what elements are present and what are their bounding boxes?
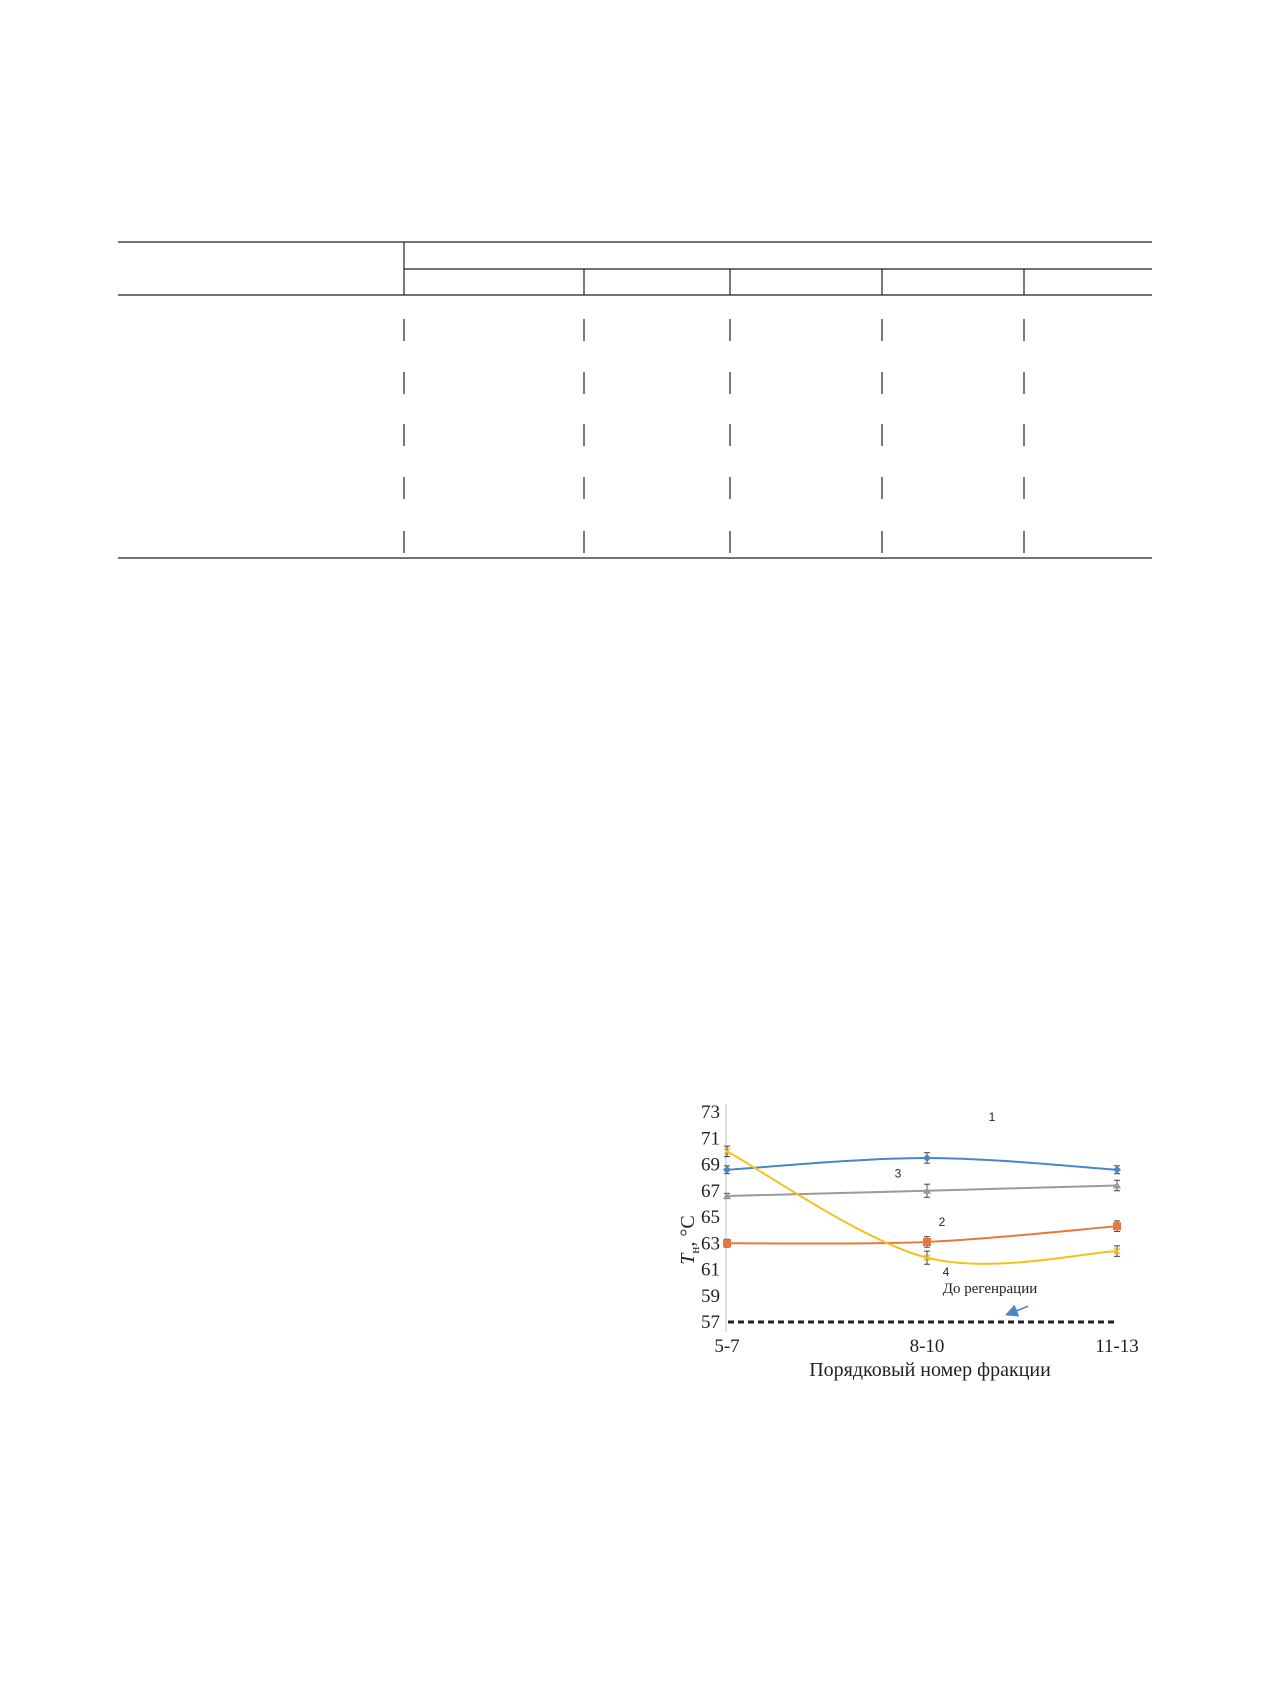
data-point	[1113, 1166, 1121, 1174]
y-axis	[701, 1102, 726, 1333]
data-point	[1113, 1222, 1121, 1230]
series-3	[723, 1180, 1121, 1199]
series-2	[723, 1221, 1121, 1247]
x-tick-label: 5-7	[714, 1336, 740, 1357]
series-line	[727, 1226, 1117, 1243]
data-point	[723, 1166, 731, 1174]
labels-layer	[895, 1110, 996, 1279]
x-tick-label: 8-10	[909, 1336, 945, 1357]
series-label: 4	[942, 1265, 950, 1280]
series-layer	[723, 1146, 1121, 1264]
y-axis-title	[677, 1215, 702, 1264]
series-line	[727, 1158, 1117, 1170]
series-label: 3	[894, 1166, 902, 1181]
baseline-label: До регенрации	[942, 1281, 1038, 1298]
series-1	[723, 1153, 1121, 1174]
y-tick-label: 73	[701, 1102, 720, 1123]
chart	[640, 1090, 1140, 1390]
y-tick-label: 63	[701, 1233, 720, 1255]
svg-text:Tн, °C: $T_н$, °C	[677, 1215, 702, 1265]
data-point	[723, 1239, 731, 1247]
series-label: 2	[938, 1215, 946, 1230]
y-tick-label: 57	[701, 1312, 720, 1333]
baseline-arrow	[1008, 1306, 1028, 1314]
y-tick-label: 61	[701, 1259, 720, 1281]
series-4	[724, 1146, 1120, 1264]
y-tick-label: 65	[701, 1207, 720, 1228]
x-axis	[714, 1336, 1138, 1357]
y-tick-label: 69	[701, 1154, 720, 1176]
x-axis-title: Порядковый номер фракции	[809, 1359, 1051, 1381]
y-tick-label: 67	[701, 1180, 720, 1202]
baseline-layer	[728, 1281, 1118, 1322]
data-point	[923, 1238, 931, 1246]
x-tick-label: 11-13	[1095, 1336, 1139, 1357]
series-line	[727, 1151, 1117, 1263]
y-tick-label: 59	[701, 1285, 720, 1307]
data-point	[923, 1154, 931, 1162]
table-body-dividers	[404, 319, 1024, 553]
y-tick-label: 71	[701, 1128, 720, 1150]
series-label: 1	[988, 1110, 996, 1125]
data-table	[0, 0, 1270, 600]
